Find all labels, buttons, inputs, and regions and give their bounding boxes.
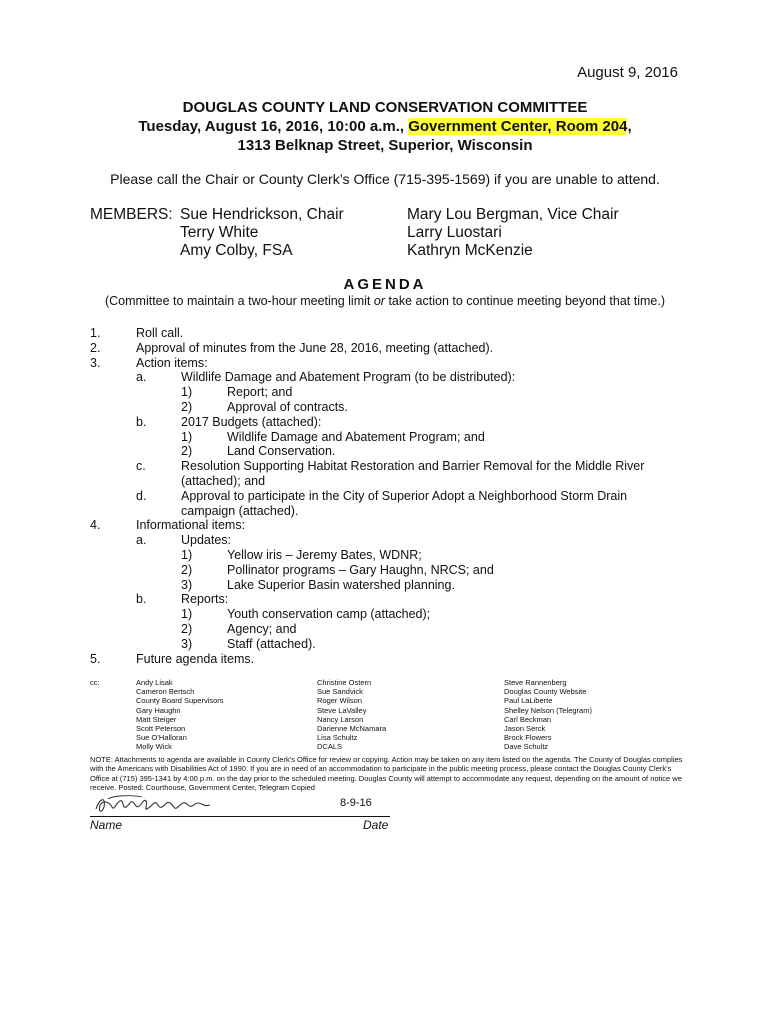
cc-recipient: Andy Lisak [136,678,173,687]
cc-recipient: Sue Sandvick [317,687,363,697]
agenda-item-text: Roll call. [136,326,184,340]
agenda-subtitle-text: (Committee to maintain a two-hour meeting limit [104,294,374,308]
agenda-item-text: Yellow iris – Jeremy Bates, WDNR; [227,548,422,562]
cc-recipient: Matt Steiger [136,714,177,724]
cc-recipient: Steve Rannenberg [504,678,567,687]
member-name: Sue Hendrickson, Chair [180,206,344,223]
meeting-location-highlight: Government Center, Room 204 [408,118,628,135]
agenda-item-text: (attached); and [181,474,266,488]
agenda-item-text: Action items: [136,355,208,370]
agenda-item-text: Approval to participate in the City of Superior Adopt a Neighborhood Storm Drain [181,488,628,503]
cc-recipient: Nancy Larson [317,714,364,724]
meeting-datetime [0,118,770,135]
agenda-item-text: Approval of minutes from the June 28, 2016, meeting (attached). [136,340,494,355]
cc-recipient: Brock Flowers [504,733,552,743]
agenda-item-text: Agency; and [227,622,297,636]
cc-label: cc: [90,678,100,687]
cc-recipient: Cameron Bertsch [136,687,195,697]
cc-recipient: Christine Ostern [317,678,372,687]
cc-recipient: Darienne McNamara [317,724,387,734]
call-notice: Please call the Chair or County Clerk’s Office (715-395-1569) if you are unable to attend. [110,171,660,187]
agenda-item-text: Wildlife Damage and Abatement Program; and [227,429,485,444]
name-label: Name [90,818,123,832]
signature-date-value: 8-9-16 [340,797,372,809]
member-name: Amy Colby, FSA [180,242,293,259]
cc-recipient: Paul LaLiberte [504,696,553,706]
agenda-item-text: Report; and [227,385,293,400]
cc-column-3 [504,678,592,752]
member-name: Kathryn McKenzie [407,242,533,259]
agenda-item-number: 3) [181,577,193,592]
cc-recipient: Jason Serck [504,724,546,734]
agenda-item-text: Updates: [181,533,232,548]
members-right-column [407,206,619,260]
agenda-item-number: b. [136,592,147,607]
cc-recipient: Carl Beckman [504,714,552,724]
agenda-item-number: a. [136,370,147,385]
document-date: August 9, 2016 [577,64,678,81]
cc-recipient: Sue O’Halloran [136,733,187,743]
meeting-address: 1313 Belknap Street, Superior, Wisconsin [237,137,533,154]
cc-recipient: Roger Wilson [317,696,363,706]
agenda-item-text: Land Conservation. [227,444,336,459]
cc-recipient: County Board Supervisors [136,696,224,706]
agenda-item-text: campaign (attached). [181,503,299,518]
agenda-item-number: 1) [181,548,193,562]
agenda-item-text: Reports: [181,592,229,607]
accessibility-note: NOTE: Attachments to agenda are available in County Clerk’s Office for review or copying. Action may be taken on any item listed on the agenda. The County of Douglas complies with the Americans with Disabilities Act of 1990. If you are in need of an accommodation to participate in the public meeting process, please contact the Douglas County Clerk’s Office at (715) 395-1341 by 4:00 p.m. on the day prior to the scheduled meeting. Douglas County will attempt to accommodate any request, depending on the amount of notice we receive. Posted: Courthouse, Government Center, Telegram Copied [90,755,683,793]
member-name: Terry White [180,224,259,241]
agenda-subtitle-emphasis: or [373,294,385,308]
agenda-item-number: 1) [181,607,193,622]
cc-recipient: Lisa Schultz [317,733,358,743]
agenda-item-number: 2) [181,622,193,636]
agenda-item-text: Wildlife Damage and Abatement Program (to be distributed): [181,370,516,385]
cc-recipient: DCALS [317,742,343,752]
cc-recipient: Gary Haughn [136,705,181,715]
cc-recipient: Molly Wick [136,742,172,752]
agenda-item-text: Youth conservation camp (attached); [227,607,431,622]
agenda-item-number: 2. [90,340,101,355]
agenda-item-text: Future agenda items. [136,651,255,666]
agenda-item-number: 4. [90,518,101,533]
agenda-item-number: d. [136,488,147,503]
members-left-column [180,206,344,260]
agenda-item-number: 1) [181,429,193,444]
agenda-item-number: 2) [181,400,193,414]
member-name: Mary Lou Bergman, Vice Chair [407,206,619,223]
agenda-item-number: 1) [181,385,193,400]
agenda-item-number: b. [136,414,147,429]
agenda-item-number: 2) [181,444,193,459]
cc-recipient: Steve LaValley [317,705,367,715]
agenda-subtitle-text-end: take action to continue meeting beyond that time.) [384,294,665,308]
cc-recipient: Dave Schultz [504,742,549,752]
agenda-item-number: a. [136,533,147,548]
agenda-item-number: 1. [90,326,101,340]
signature-line [90,816,390,817]
agenda-item-number: 3. [90,355,101,370]
meeting-datetime-comma: , [627,118,632,135]
members-label: MEMBERS: [90,206,173,223]
agenda-item-text: Resolution Supporting Habitat Restoration and Barrier Removal for the Middle River [181,459,645,474]
cc-column-2 [317,678,386,752]
agenda-subtitle [0,294,770,308]
agenda-item-text: Lake Superior Basin watershed planning. [227,577,455,592]
agenda-heading: AGENDA [343,276,427,293]
agenda-item-text: Staff (attached). [227,636,316,651]
agenda-item-number: c. [136,459,146,474]
cc-column-1 [136,678,224,752]
agenda-item-number: 2) [181,562,193,577]
agenda-item-text: 2017 Budgets (attached): [181,414,322,429]
handwritten-signature [94,793,214,817]
date-label: Date [363,818,389,832]
agenda-item-text: Informational items: [136,518,246,533]
agenda-item-text: Approval of contracts. [227,400,348,414]
agenda-item-text: Pollinator programs – Gary Haughn, NRCS; and [227,562,494,577]
cc-recipient: Scott Peterson [136,724,186,734]
member-name: Larry Luostari [407,224,502,241]
agenda-item-number: 3) [181,636,193,651]
meeting-datetime-text: Tuesday, August 16, 2016, 10:00 a.m., [138,118,409,135]
agenda-item-number: 5. [90,651,101,666]
cc-recipient: Douglas County Website [504,687,587,697]
committee-title: DOUGLAS COUNTY LAND CONSERVATION COMMITTEE [182,99,588,116]
cc-recipient: Shelley Nelson (Telegram) [504,705,592,715]
